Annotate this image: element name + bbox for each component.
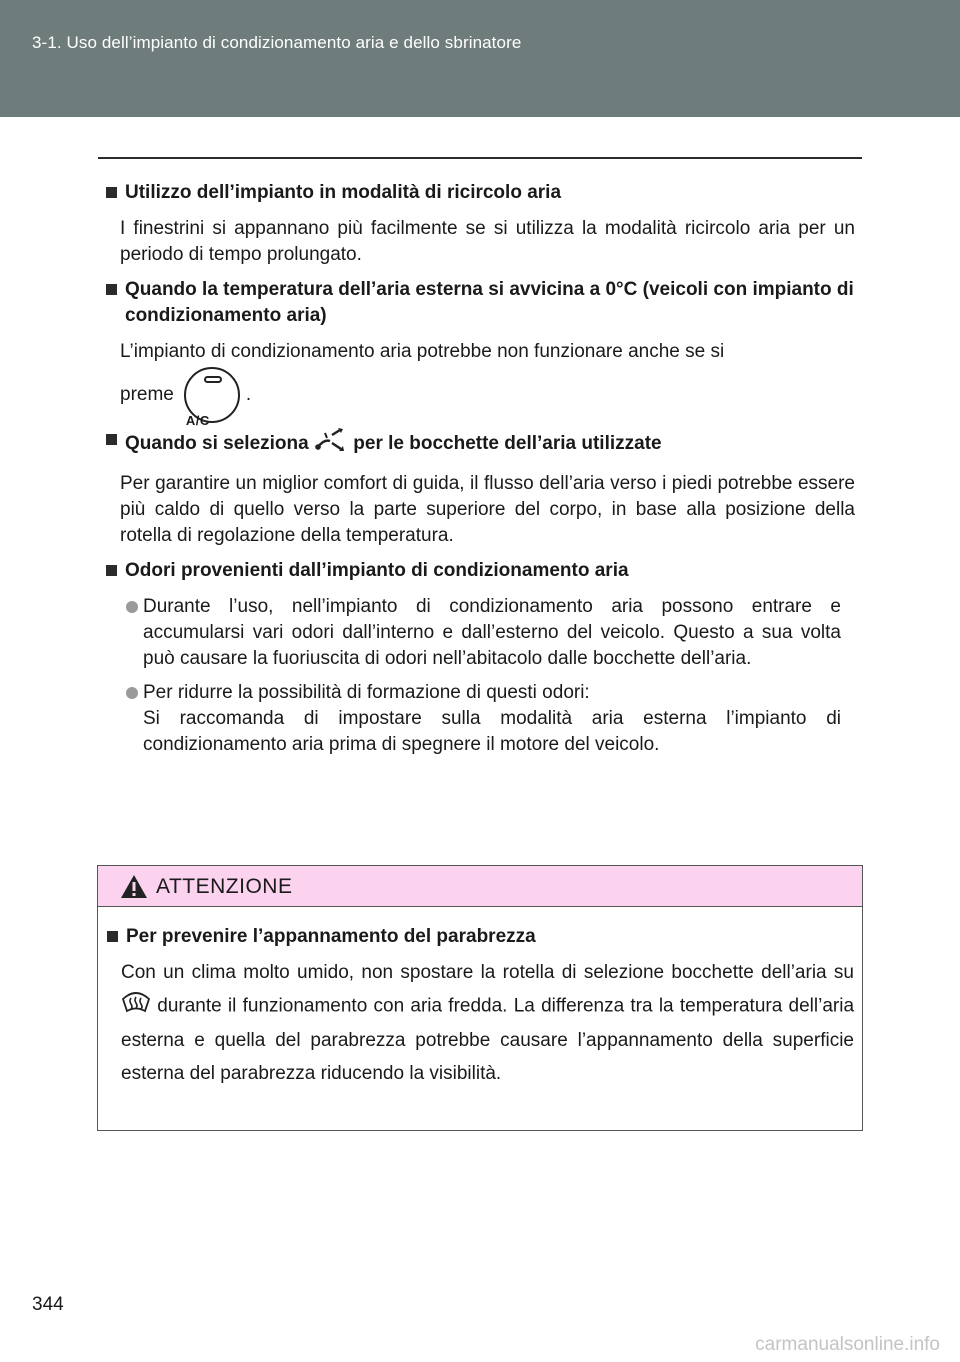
section-title-odors: Odori provenienti dall’impianto di condizionamento aria: [103, 558, 855, 584]
warning-triangle-icon: [120, 874, 148, 904]
warning-title: Per prevenire l’appannamento del parabrezza: [104, 924, 856, 950]
section-title-recirculation: Utilizzo dell’impianto in modalità di ricircolo aria: [103, 180, 855, 206]
list-item: Durante l’uso, nell’impianto di condizionamento aria possono entrare e accumularsi vari odori dall’interno e dall’esterno del veicolo. Questo a sua volta può causare la fuoriuscita di odori nell’abitacolo dalle bocchette dell’aria.: [103, 594, 855, 672]
header-title: 3-1. Uso dell’impianto di condizionamento aria e dello sbrinatore: [32, 33, 522, 52]
watermark: carmanualsonline.info: [755, 1334, 940, 1355]
warning-label: ATTENZIONE: [156, 875, 293, 898]
top-rule: [98, 157, 862, 159]
list-item: Per ridurre la possibilità di formazione di questi odori: Si raccomanda di impostare sulla modalità aria esterna l’impianto di condizionamento aria prima di spegnere il motore del veicolo.: [103, 680, 855, 758]
warning-body: [104, 924, 856, 1090]
floor-windshield-vent-icon: [314, 427, 348, 461]
square-bullet-icon: [106, 565, 117, 576]
windshield-defroster-icon: [121, 989, 151, 1024]
main-content: [103, 180, 855, 766]
dot-bullet-icon: [126, 601, 138, 613]
header-band: [0, 0, 960, 117]
section-title-outside-temp: Quando la temperatura dell’aria esterna si avvicina a 0°C (veicoli con impianto di condizionamento aria): [103, 277, 855, 329]
square-bullet-icon: [106, 187, 117, 198]
square-bullet-icon: [107, 931, 118, 942]
page-number: 344: [32, 1294, 64, 1315]
square-bullet-icon: [106, 284, 117, 295]
warning-box: [97, 865, 863, 1131]
section-title-vent-selection: Quando si seleziona per le bocchette dell’aria utilizzate: [103, 427, 855, 461]
dot-bullet-icon: [126, 687, 138, 699]
ac-button-icon: A/C: [184, 367, 240, 423]
warning-header: [98, 866, 862, 907]
section-text-outside-temp: L’impianto di condizionamento aria potrebbe non funzionare anche se si: [120, 341, 725, 362]
section-text-recirculation: I finestrini si appannano più facilmente se si utilizza la modalità ricircolo aria per un periodo di tempo prolungato.: [120, 218, 855, 265]
warning-text: Con un clima molto umido, non spostare la rotella di selezione bocchette dell’aria su durante il funzionamento con aria fredda. La differenza tra la temperatura dell’aria esterna e quella del parabrezza potrebbe causare l’appannamento della superficie esterna del parabrezza riducendo la visibilità.: [121, 962, 855, 1084]
press-ac-line: preme A/C .: [103, 365, 855, 425]
section-text-vent-selection: Per garantire un miglior comfort di guida, il flusso dell’aria verso i piedi potrebbe essere più caldo di quello verso la parte superiore del corpo, in base alla posizione della rotella di regolazione della temperatura.: [120, 473, 855, 546]
square-bullet-icon: [106, 434, 117, 445]
